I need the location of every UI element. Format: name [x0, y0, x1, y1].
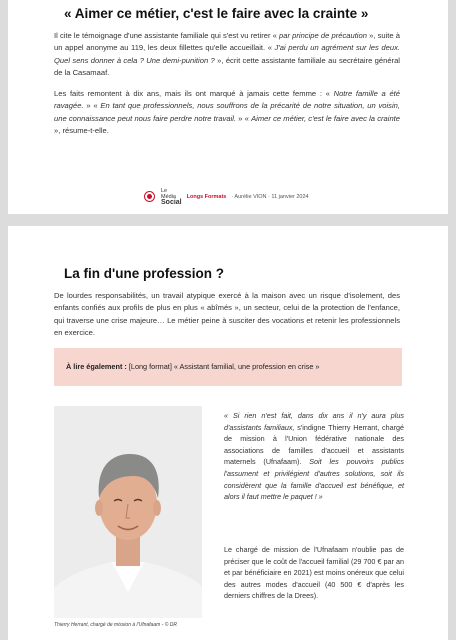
- photo-caption: Thierry Herrant, chargé de mission à l'Ufnafaam - © DR: [54, 622, 178, 628]
- text-span: Les faits remontent à dix ans, mais ils ont marqué à jamais cette femme : «: [54, 89, 334, 98]
- italic-span: Soit les pouvoirs publics l'assument et privilégient d'autres solutions, soit ils considèrent que la famille d'accueil est bénéfique, et alors il faut mettre le paquet ! »: [224, 457, 405, 502]
- paragraph-testimony: [54, 30, 400, 80]
- logo-line: Média: [161, 194, 176, 200]
- text-span: s'indigne Thierry Herrant, chargé de mission à l'Union fédérative nationale des associations de familles d'accueil et assistants maternels (Ufnafaam).: [224, 422, 404, 467]
- section-heading: La fin d'une profession ?: [64, 266, 224, 281]
- quote-paragraph: [224, 410, 404, 503]
- italic-span: Notre famille a été ravagée.: [54, 89, 400, 111]
- page-footer: [144, 188, 309, 206]
- media-social-logo-icon: [144, 190, 156, 204]
- text-span: » «: [83, 101, 101, 111]
- portrait-photo: [54, 406, 202, 618]
- italic-span: En tant que professionnels, nous souffrons de la précarité de notre situation, un voisin, une connaissance peut nous faire perdre notre travail.: [54, 101, 400, 123]
- section-heading: « Aimer ce métier, c'est le faire avec la crainte »: [64, 6, 369, 21]
- paragraph-intro: De lourdes responsabilités, un travail atypique exercé à la maison avec un risque d'isolement, des enfants confiés aux profils de plus en plus « abîmés », un secteur, celui de la protection de l'enfance, qui traverse une crise majeure… Le métier peine à susciter des vocations et retenir les professionnels en exercice.: [54, 291, 400, 338]
- logo-text: [161, 188, 182, 206]
- paragraph-facts: [54, 88, 400, 138]
- footer-series: Longs Formats: [186, 194, 227, 200]
- logo-line: Le: [161, 188, 168, 194]
- paragraph-cost: Le chargé de mission de l'Ufnafaam n'oublie pas de préciser que le coût de l'accueil familial (29 700 € par an et par bénéficiaire en 2021) est moins onéreux que celui des autres modes d'accueil (40 500 € d'après les derniers chiffres de la Drees).: [224, 545, 404, 601]
- callout-label: À lire également :: [66, 362, 127, 371]
- callout-text[interactable]: [66, 362, 319, 371]
- read-also-callout[interactable]: [54, 348, 402, 386]
- text-span: », suite à un appel anonyme au 119, les deux fillettes qu'elle accueillait. «: [54, 31, 400, 53]
- text-span: », résume-t-elle.: [54, 126, 109, 136]
- italic-span: Aimer ce métier, c'est le faire avec la crainte: [251, 113, 401, 123]
- document-page-1: [8, 0, 448, 214]
- logo-line: Social: [161, 199, 182, 206]
- italic-span: J'ai perdu un agrément sur les deux. Quel sens donner à cela ? Une demi-punition ?: [54, 43, 400, 65]
- italic-span: par principe de précaution: [279, 31, 367, 40]
- portrait-illustration: [54, 406, 202, 618]
- text-span: Il cite le témoignage d'une assistante familiale qui s'est vu retirer «: [54, 31, 279, 40]
- italic-span: « Si rien n'est fait, dans dix ans il n'y aura plus d'assistants familiaux,: [224, 411, 404, 432]
- document-page-2: [8, 226, 448, 640]
- callout-link[interactable]: [Long format] « Assistant familial, une profession en crise »: [126, 362, 320, 371]
- footer-meta: · Aurélie VION · 11 janvier 2024: [231, 194, 309, 200]
- text-span: » «: [236, 113, 252, 123]
- text-span: », écrit cette assistante familiale au secrétaire général de la Casamaaf.: [54, 55, 400, 78]
